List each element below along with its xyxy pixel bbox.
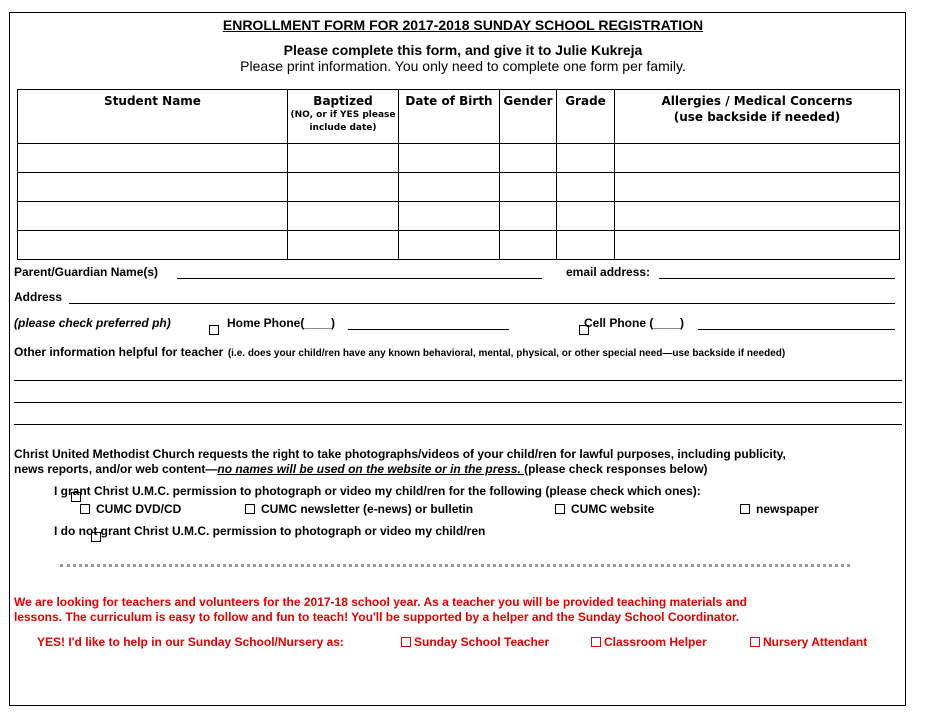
checkbox-icon: [555, 504, 565, 514]
email-label: email address:: [566, 265, 651, 279]
table-cell[interactable]: [557, 173, 615, 202]
volunteer-statement: [14, 595, 747, 625]
col-allergies: Allergies / Medical Concerns (use backside if needed): [615, 90, 900, 144]
deny-permission-label: I do not grant Christ U.M.C. permission to photograph or video my child/ren: [54, 524, 486, 538]
checkbox-icon: [591, 637, 601, 647]
table-cell[interactable]: [557, 144, 615, 173]
table-cell[interactable]: [615, 173, 900, 202]
address-field[interactable]: [69, 303, 895, 304]
table-cell[interactable]: [18, 144, 288, 173]
home-phone-field[interactable]: [348, 329, 509, 330]
table-row: [18, 231, 900, 260]
col-date-of-birth: Date of Birth: [399, 90, 500, 144]
volunteer-line-1: We are looking for teachers and volunteers for the 2017-18 school year. As a teacher you will be provided teaching materials and: [14, 595, 747, 609]
col-baptized: Baptized (NO, or if YES please include date): [288, 90, 399, 144]
checkbox-icon: [80, 504, 90, 514]
email-field[interactable]: [659, 278, 895, 279]
cell-phone-field[interactable]: [698, 329, 895, 330]
table-cell[interactable]: [500, 173, 557, 202]
media-option-newsletter[interactable]: CUMC newsletter (e-news) or bulletin: [245, 502, 473, 516]
checkbox-icon: [401, 637, 411, 647]
table-cell[interactable]: [557, 231, 615, 260]
table-cell[interactable]: [18, 202, 288, 231]
grant-permission-label: I grant Christ U.M.C. permission to photograph or video my child/ren for the following (please check which ones):: [54, 484, 701, 498]
table-row: [18, 202, 900, 231]
other-info-label: Other information helpful for teacher: [14, 345, 224, 359]
table-cell[interactable]: [399, 202, 500, 231]
parent-name-label: Parent/Guardian Name(s): [14, 265, 159, 279]
photo-statement: [14, 447, 786, 477]
volunteer-line-2: lessons. The curriculum is easy to follow and fun to teach! You'll be supported by a helper and the Sunday School Coordinator.: [14, 610, 740, 624]
role-sunday-school-teacher[interactable]: Sunday School Teacher: [401, 635, 549, 649]
phone-preference-label: (please check preferred ph): [14, 316, 171, 330]
checkbox-icon: [245, 504, 255, 514]
section-divider: [60, 564, 850, 567]
media-option-dvd[interactable]: CUMC DVD/CD: [80, 502, 181, 516]
form-title: ENROLLMENT FORM FOR 2017-2018 SUNDAY SCHOOL REGISTRATION: [222, 17, 704, 33]
role-classroom-helper[interactable]: Classroom Helper: [591, 635, 707, 649]
table-cell[interactable]: [399, 173, 500, 202]
home-phone-checkbox[interactable]: [209, 325, 219, 335]
media-option-newspaper[interactable]: newspaper: [740, 502, 819, 516]
table-cell[interactable]: [288, 231, 399, 260]
student-table: [17, 89, 900, 260]
checkbox-icon: [740, 504, 750, 514]
parent-name-field[interactable]: [177, 278, 542, 279]
col-student-name: Student Name: [18, 90, 288, 144]
other-info-note: (i.e. does your child/ren have any known behavioral, mental, physical, or other special need—use backside if needed): [227, 348, 786, 359]
role-nursery-attendant[interactable]: Nursery Attendant: [750, 635, 867, 649]
table-cell[interactable]: [500, 144, 557, 173]
checkbox-icon: [750, 637, 760, 647]
table-cell[interactable]: [500, 231, 557, 260]
table-cell[interactable]: [615, 202, 900, 231]
other-info-line-3[interactable]: [14, 424, 902, 425]
media-option-website[interactable]: CUMC website: [555, 502, 654, 516]
table-cell[interactable]: [615, 231, 900, 260]
other-info-heading: [14, 343, 785, 361]
table-cell[interactable]: [500, 202, 557, 231]
photo-statement-line-2: news reports, and/or web content—no names will be used on the website or in the press. (please check responses below): [14, 462, 708, 476]
photo-statement-line-1: Christ United Methodist Church requests the right to take photographs/videos of your child/ren for lawful purposes, including publicity,: [14, 447, 786, 461]
table-cell[interactable]: [557, 202, 615, 231]
table-row: [18, 144, 900, 173]
table-cell[interactable]: [399, 144, 500, 173]
home-phone-label: Home Phone(____): [227, 316, 336, 330]
volunteer-prompt: YES! I'd like to help in our Sunday School/Nursery as:: [37, 635, 344, 649]
table-cell[interactable]: [288, 173, 399, 202]
table-cell[interactable]: [288, 144, 399, 173]
table-cell[interactable]: [399, 231, 500, 260]
form-instructions: Please print information. You only need to complete one form per family.: [240, 58, 686, 74]
col-grade: Grade: [557, 90, 615, 144]
table-cell[interactable]: [18, 173, 288, 202]
col-gender: Gender: [500, 90, 557, 144]
table-cell[interactable]: [615, 144, 900, 173]
other-info-line-1[interactable]: [14, 380, 902, 381]
address-label: Address: [14, 290, 63, 304]
table-cell[interactable]: [288, 202, 399, 231]
photo-statement-emphasis: no names will be used on the website or in the press.: [217, 462, 525, 476]
cell-phone-label: Cell Phone (____): [584, 316, 685, 330]
form-subtitle: Please complete this form, and give it to Julie Kukreja: [283, 42, 643, 58]
other-info-line-2[interactable]: [14, 402, 902, 403]
table-header-row: [18, 90, 900, 144]
table-cell[interactable]: [18, 231, 288, 260]
table-row: [18, 173, 900, 202]
